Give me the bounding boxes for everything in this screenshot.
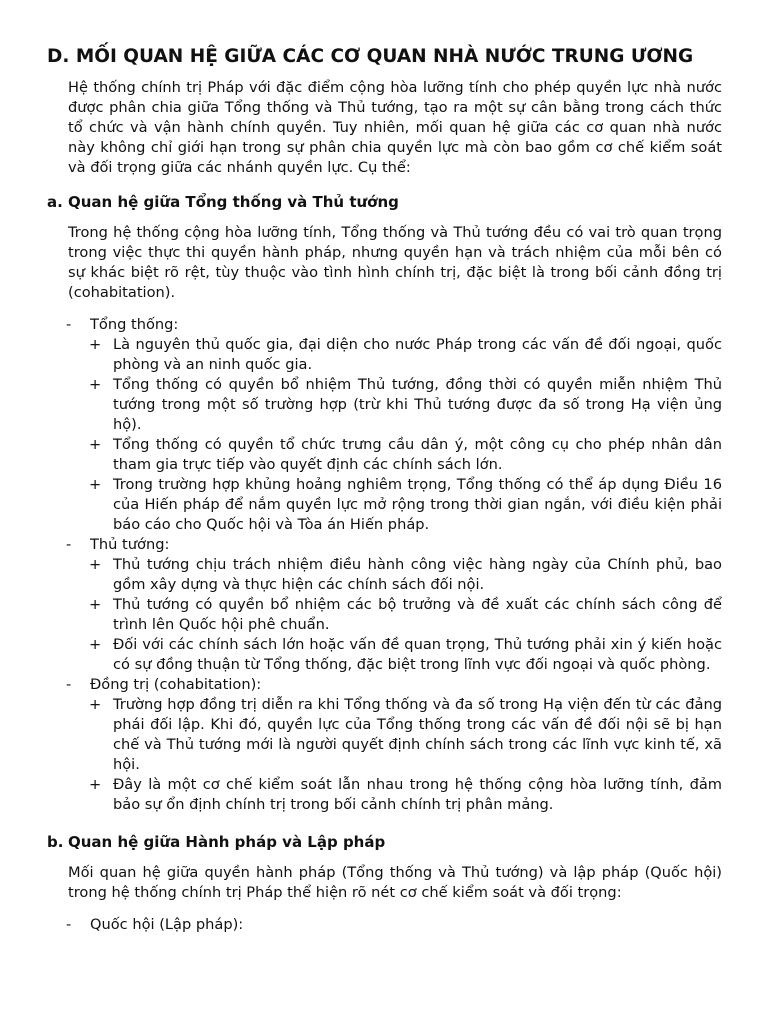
spacer [47, 213, 722, 223]
spacer [47, 853, 722, 863]
list-group-cohabitation [66, 675, 722, 815]
list-item [89, 555, 722, 595]
section-a-paragraph: Trong hệ thống cộng hòa lưỡng tính, Tổng thống và Thủ tướng đều có vai trò quan trọng trong việc thực thi quyền hành pháp, nhưng quyền hạn và trách nhiệm của mỗi bên có sự khác biệt rõ rệt, tùy thuộc vào tình hình chính trị, đặc biệt là trong bối cảnh đồng trị (cohabitation). [68, 224, 722, 301]
list-item-text: Tổng thống có quyền bổ nhiệm Thủ tướng, đồng thời có quyền miễn nhiệm Thủ tướng trong một số trường hợp (trừ khi Thủ tướng được đa số trong Hạ viện ủng hộ). [113, 376, 722, 433]
section-b-paragraph: Mối quan hệ giữa quyền hành pháp (Tổng thống và Thủ tướng) và lập pháp (Quốc hội) trong hệ thống chính trị Pháp thể hiện rõ nét cơ chế kiểm soát và đối trọng: [68, 864, 722, 901]
sub-list [90, 555, 722, 675]
spacer [47, 815, 722, 831]
dash-marker: - [66, 536, 72, 553]
section-b-list [47, 915, 722, 935]
list-item [89, 595, 722, 635]
dash-marker: - [66, 916, 72, 933]
section-b-title: Quan hệ giữa Hành pháp và Lập pháp [68, 833, 386, 851]
list-item-text: Tổng thống có quyền tổ chức trưng cầu dân ý, một công cụ cho phép nhân dân tham gia trực tiếp vào quyết định các chính sách lớn. [113, 436, 722, 473]
dash-marker: - [66, 316, 72, 333]
plus-marker: + [89, 636, 102, 653]
list-item-text: Trường hợp đồng trị diễn ra khi Tổng thống và đa số trong Hạ viện đến từ các đảng phái đối lập. Khi đó, quyền lực của Tổng thống trong các vấn đề đối nội sẽ bị hạn chế và Thủ tướng mới là người quyết định chính sách trong các lĩnh vực kinh tế, xã hội. [113, 696, 722, 773]
plus-marker: + [89, 476, 102, 493]
dash-marker: - [66, 676, 72, 693]
spacer [47, 303, 722, 315]
plus-marker: + [89, 776, 102, 793]
sub-list [90, 335, 722, 535]
list-item [89, 635, 722, 675]
list-item-text: Là nguyên thủ quốc gia, đại diện cho nước Pháp trong các vấn đề đối ngoại, quốc phòng và an ninh quốc gia. [113, 336, 722, 373]
intro-paragraph: Hệ thống chính trị Pháp với đặc điểm cộng hòa lưỡng tính cho phép quyền lực nhà nước được phân chia giữa Tổng thống và Thủ tướng, tạo ra một sự cân bằng trong cách thức tổ chức và vận hành chính quyền. Tuy nhiên, mối quan hệ giữa các cơ quan nhà nước này không chỉ giới hạn trong sự phân chia quyền lực mà còn bao gồm cơ chế kiểm soát và đối trọng giữa các nhánh quyền lực. Cụ thể: [68, 79, 722, 176]
section-b [47, 831, 722, 935]
list-item [89, 335, 722, 375]
spacer [47, 903, 722, 915]
group-label: Thủ tướng: [90, 536, 170, 553]
plus-marker: + [89, 336, 102, 353]
plus-marker: + [89, 696, 102, 713]
list-group-parliament [66, 915, 722, 935]
plus-marker: + [89, 556, 102, 573]
list-item-text: Đây là một cơ chế kiểm soát lẫn nhau trong hệ thống cộng hòa lưỡng tính, đảm bảo sự ổn định chính trị trong bối cảnh chính trị phân mảng. [113, 776, 722, 813]
list-group-prime-minister [66, 535, 722, 675]
section-a [47, 191, 722, 815]
plus-marker: + [89, 376, 102, 393]
list-item [89, 695, 722, 775]
spacer [47, 178, 722, 191]
list-item-text: Trong trường hợp khủng hoảng nghiêm trọng, Tổng thống có thể áp dụng Điều 16 của Hiến pháp để nắm quyền lực mở rộng trong thời gian ngắn, với điều kiện phải báo cáo cho Quốc hội và Tòa án Hiến pháp. [113, 476, 722, 533]
plus-marker: + [89, 436, 102, 453]
plus-marker: + [89, 596, 102, 613]
list-item-text: Thủ tướng có quyền bổ nhiệm các bộ trưởng và đề xuất các chính sách công để trình lên Quốc hội phê chuẩn. [113, 596, 722, 633]
list-group-president [66, 315, 722, 535]
list-item [89, 775, 722, 815]
section-b-heading [47, 831, 722, 853]
section-a-heading [47, 191, 722, 213]
list-item-text: Thủ tướng chịu trách nhiệm điều hành công việc hàng ngày của Chính phủ, bao gồm xây dựng và thực hiện các chính sách đối nội. [113, 556, 722, 593]
section-a-marker: a. [47, 193, 63, 211]
section-a-title: Quan hệ giữa Tổng thống và Thủ tướng [68, 193, 399, 211]
sub-list [90, 695, 722, 815]
section-b-marker: b. [47, 833, 64, 851]
list-item [89, 375, 722, 435]
list-item [89, 435, 722, 475]
page-heading: D. MỐI QUAN HỆ GIỮA CÁC CƠ QUAN NHÀ NƯỚC TRUNG ƯƠNG [47, 46, 694, 67]
section-a-list [47, 315, 722, 815]
list-item [89, 475, 722, 535]
group-label: Quốc hội (Lập pháp): [90, 916, 244, 933]
list-item-text: Đối với các chính sách lớn hoặc vấn đề quan trọng, Thủ tướng phải xin ý kiến hoặc có sự đồng thuận từ Tổng thống, đặc biệt trong lĩnh vực đối ngoại và quốc phòng. [113, 636, 722, 673]
group-label: Tổng thống: [90, 316, 179, 333]
group-label: Đồng trị (cohabitation): [90, 676, 262, 693]
